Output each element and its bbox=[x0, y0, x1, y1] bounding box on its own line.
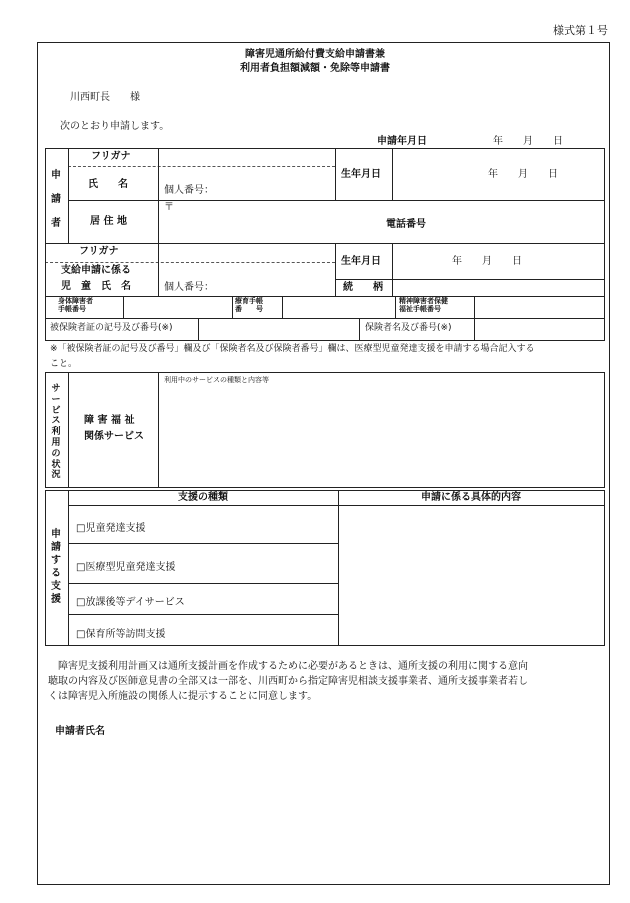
phone-label: 電話番号 bbox=[386, 219, 426, 230]
application-date-value[interactable]: 年 月 日 bbox=[493, 136, 563, 147]
applicant-birthdate-value[interactable]: 年 月 日 bbox=[488, 169, 558, 180]
signature-label: 申請者氏名 bbox=[55, 726, 105, 737]
child-birthdate-label: 生年月日 bbox=[341, 256, 381, 267]
postal-mark: 〒 bbox=[164, 202, 174, 213]
rehab-notebook-label: 療育手帳 番 号 bbox=[235, 297, 263, 314]
applicant-furigana-label: フリガナ bbox=[91, 151, 131, 162]
insured-card-label: 被保険者証の記号及び番号(※) bbox=[50, 323, 173, 333]
checkbox-after-school-day-service[interactable]: □放課後等デイサービス bbox=[76, 597, 185, 608]
service-category-1: 障 害 福 祉 bbox=[84, 415, 135, 426]
child-birthdate-value[interactable]: 年 月 日 bbox=[452, 256, 522, 267]
insurer-label: 保険者名及び番号(※) bbox=[365, 323, 452, 333]
checkbox-child-development[interactable]: □児童発達支援 bbox=[76, 523, 146, 534]
applicant-address-label: 居 住 地 bbox=[90, 216, 127, 227]
child-name-label-2: 児 童 氏 名 bbox=[61, 281, 131, 292]
checkbox-nursery-visit-support[interactable]: □保育所等訪問支援 bbox=[76, 629, 166, 640]
child-personal-number-label: 個人番号： bbox=[164, 282, 214, 293]
note-line-2: こと。 bbox=[50, 359, 78, 369]
applicant-name-label: 氏 名 bbox=[88, 179, 128, 190]
service-content-label: 利用中のサービスの種類と内容等 bbox=[164, 376, 269, 384]
child-furigana-label: フリガナ bbox=[79, 246, 119, 257]
intro-text: 次のとおり申請します。 bbox=[60, 121, 170, 132]
checkbox-medical-child-development[interactable]: □医療型児童発達支援 bbox=[76, 562, 176, 573]
addressee: 川西町長 様 bbox=[70, 92, 140, 103]
form-number: 様式第１号 bbox=[553, 24, 608, 37]
note-line-1: ※「被保険者証の記号及び番号」欄及び「保険者名及び保険者番号」欄は、医療型児童発達支援を申請する場合記入する bbox=[50, 344, 535, 354]
application-date-label: 申請年月日 bbox=[377, 136, 427, 147]
applicant-birthdate-label: 生年月日 bbox=[341, 169, 381, 180]
support-detail-header: 申請に係る具体的内容 bbox=[421, 492, 521, 503]
applicant-personal-number-label: 個人番号： bbox=[164, 185, 214, 196]
applicant-section-label: 申 請 者 bbox=[51, 170, 61, 229]
service-section-label: サ ー ビ ス 利 用 の 状 況 bbox=[51, 384, 61, 481]
relationship-label: 続 柄 bbox=[343, 282, 383, 293]
service-category-2: 関係サービス bbox=[84, 431, 144, 442]
support-type-header: 支援の種類 bbox=[178, 492, 228, 503]
form-title-line2: 利用者負担額減額・免除等申請書 bbox=[240, 63, 390, 74]
consent-paragraph: 障害児支援利用計画又は通所支援計画を作成するために必要があるときは、通所支援の利用に関する意向 聴取の内容及び医師意見書の全部又は一部を、川西町から指定障害児相談支援事業者、通所支援事業者若し くは障害児入所施設の関係人に提示することに同意します。 bbox=[48, 661, 528, 702]
physical-notebook-label: 身体障害者 手帳番号 bbox=[58, 297, 93, 314]
support-section-label: 申 請 す る 支 援 bbox=[51, 529, 61, 605]
form-title-line1: 障害児通所給付費支給申請書兼 bbox=[245, 49, 385, 60]
child-name-label-1: 支給申請に係る bbox=[61, 265, 131, 276]
mental-notebook-label: 精神障害者保健 福祉手帳番号 bbox=[399, 297, 448, 314]
